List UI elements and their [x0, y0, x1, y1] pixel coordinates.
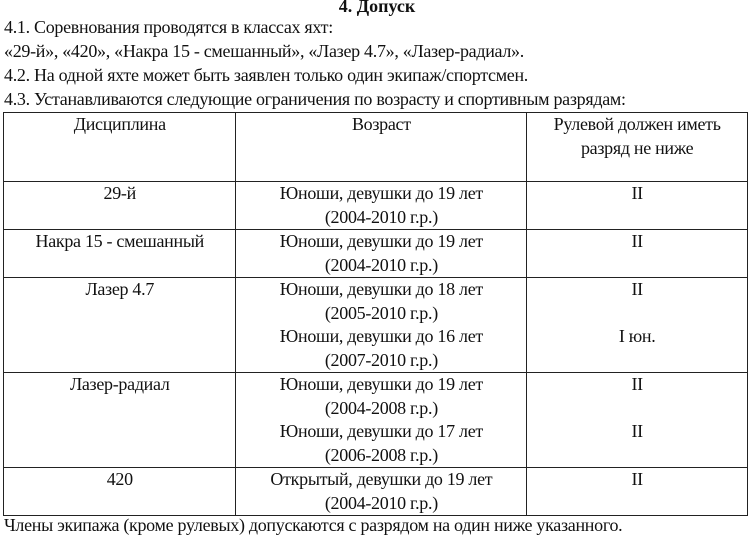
- birth-years: (2007-2010 г.р.): [324, 349, 438, 370]
- eligibility-table: [3, 112, 748, 516]
- table-row: [4, 182, 748, 230]
- age-cell: [236, 420, 527, 468]
- discipline-cell: Лазер 4.7: [4, 278, 236, 373]
- table-row: [4, 278, 748, 326]
- birth-years: (2005-2010 г.р.): [324, 302, 438, 323]
- age-group: Юноши, девушки до 17 лет: [279, 421, 483, 441]
- birth-years: (2004-2008 г.р.): [324, 397, 438, 418]
- rank-cell: II: [527, 420, 748, 468]
- rank-cell: II: [527, 182, 748, 230]
- age-group: Юноши, девушки до 16 лет: [279, 326, 483, 346]
- table-row: [4, 373, 748, 421]
- footnote: Члены экипажа (кроме рулевых) допускаются с разрядом на один ниже указанного.: [4, 515, 623, 535]
- header-age: Возраст: [236, 113, 527, 182]
- age-cell: [236, 278, 527, 326]
- rank-cell: II: [527, 373, 748, 421]
- section-title: 4. Допуск: [338, 0, 416, 16]
- age-cell: [236, 373, 527, 421]
- age-group: Юноши, девушки до 18 лет: [279, 279, 483, 299]
- table-row: [4, 230, 748, 278]
- age-group: Юноши, девушки до 19 лет: [279, 374, 483, 394]
- age-group: Юноши, девушки до 19 лет: [279, 183, 483, 203]
- age-group: Открытый, девушки до 19 лет: [270, 469, 493, 489]
- age-cell: [236, 182, 527, 230]
- discipline-cell: 29-й: [4, 182, 236, 230]
- table-row: [4, 468, 748, 516]
- birth-years: (2004-2010 г.р.): [324, 254, 438, 275]
- paragraph-4-3: 4.3. Устанавливаются следующие ограничения по возрасту и спортивным разрядам:: [4, 89, 626, 109]
- class-list: «29-й», «420», «Накра 15 - смешанный», «Лазер 4.7», «Лазер-радиал».: [4, 41, 524, 61]
- rank-cell: II: [527, 230, 748, 278]
- rank-cell: I юн.: [527, 325, 748, 373]
- discipline-cell: 420: [4, 468, 236, 516]
- age-cell: [236, 325, 527, 373]
- rank-cell: II: [527, 468, 748, 516]
- header-rank: Рулевой должен иметь разряд не ниже: [527, 113, 748, 182]
- age-cell: [236, 468, 527, 516]
- birth-years: (2004-2010 г.р.): [324, 206, 438, 227]
- rank-cell: II: [527, 278, 748, 326]
- paragraph-4-2: 4.2. На одной яхте может быть заявлен только один экипаж/спортсмен.: [4, 65, 529, 85]
- birth-years: (2006-2008 г.р.): [324, 444, 438, 465]
- document-page: [0, 0, 750, 111]
- discipline-cell: Лазер-радиал: [4, 373, 236, 468]
- paragraph-4-1: 4.1. Соревнования проводятся в классах яхт:: [4, 17, 333, 37]
- table-header-row: [4, 113, 748, 182]
- discipline-cell: Накра 15 - смешанный: [4, 230, 236, 278]
- header-discipline: Дисциплина: [4, 113, 236, 182]
- age-cell: [236, 230, 527, 278]
- birth-years: (2004-2010 г.р.): [324, 492, 438, 513]
- age-group: Юноши, девушки до 19 лет: [279, 231, 483, 251]
